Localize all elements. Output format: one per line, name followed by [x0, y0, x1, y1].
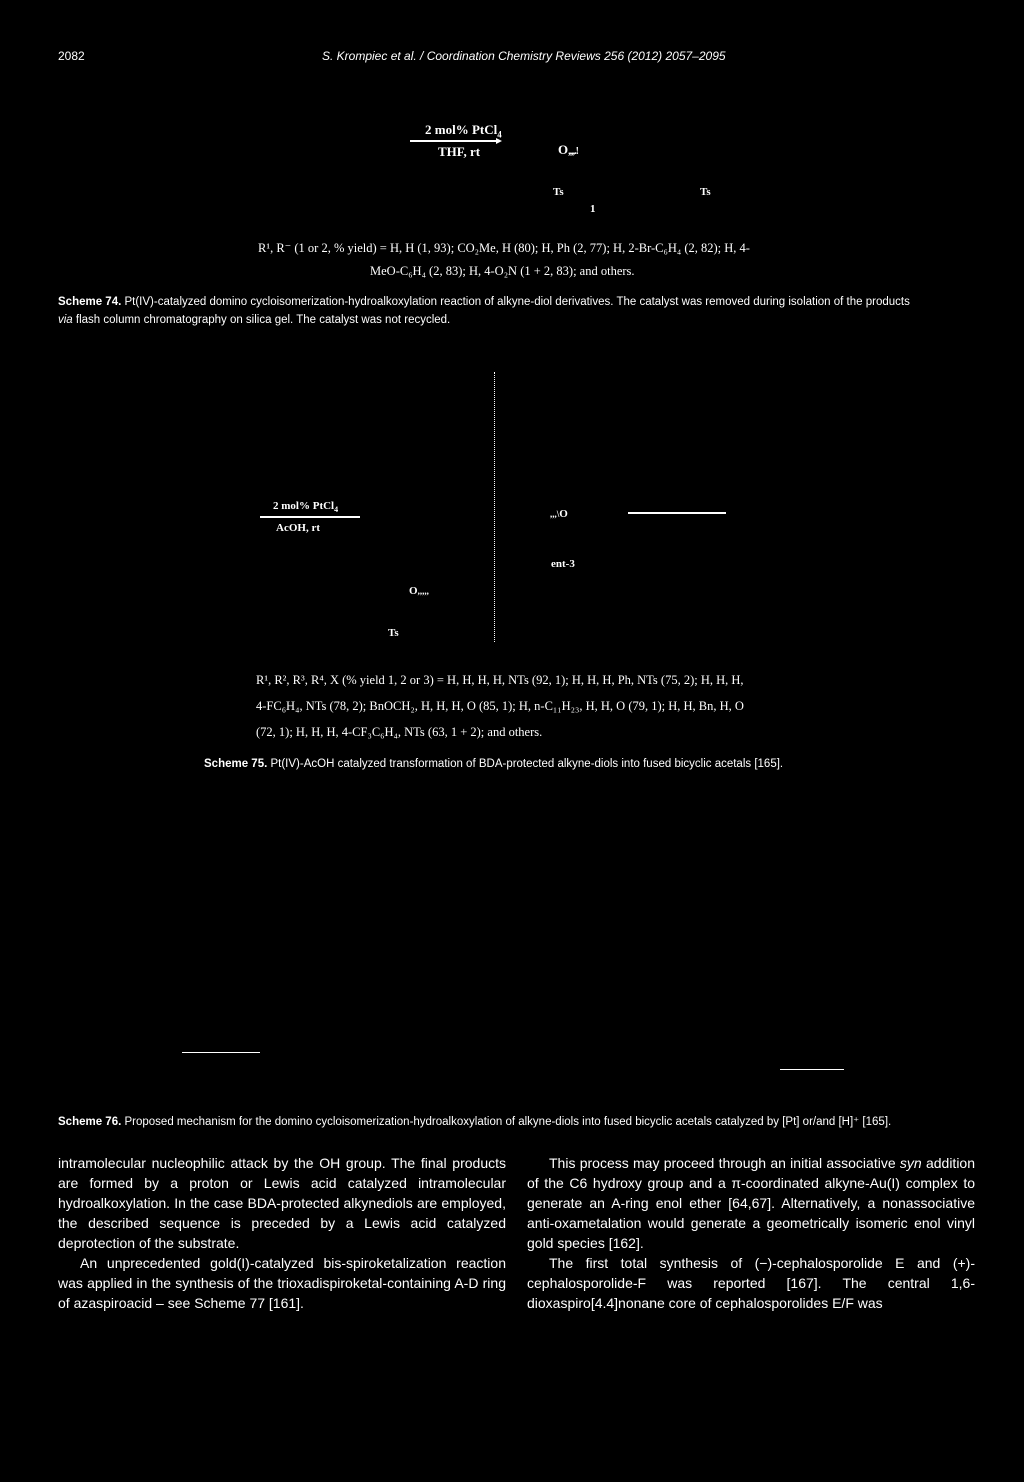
scheme75-hash-bond-right-icon: ,,,\: [550, 509, 560, 519]
scheme75-substituents-line3: (72, 1); H, H, H, 4-CF₃C₆H₄, NTs (63, 1 + 2); and others.: [256, 725, 543, 739]
scheme74-compound-label: 1: [590, 203, 596, 215]
scheme74-reagent-top-text: 2 mol% PtCl: [425, 122, 498, 137]
scheme74-caption-via: via: [58, 314, 73, 326]
body-right-paragraph-1: [527, 1153, 975, 1253]
scheme74-reagent-top: [425, 122, 502, 140]
scheme74-o-atom: O: [558, 142, 569, 157]
page-number: 2082: [58, 49, 85, 63]
scheme75-caption-text: Pt(IV)-AcOH catalyzed transformation of BDA-protected alkyne-diols into fused bicyclic acetals [165].: [267, 758, 784, 770]
scheme74-substituents-line1: R¹, R⁻ (1 or 2, % yield) = H, H (1, 93); CO₂Me, H (80); H, Ph (2, 77); H, 2-Br-C₆H₄ (2, 82); H, 4-: [258, 241, 750, 255]
scheme75-fragment-o-right: [550, 508, 568, 520]
scheme74-caption-text1: Pt(IV)-catalyzed domino cycloisomerization-hydroalkoxylation reaction of alkyne-diol derivatives. The catalyst was removed during isolation of the products: [121, 296, 910, 308]
scheme75-caption: [204, 755, 783, 773]
body-left-paragraph-2: An unprecedented gold(I)-catalyzed bis-spiroketalization reaction was applied in the synthesis of the trioxadispiroketal-containing A-D ring of azaspiroacid – see Scheme 77 [161].: [58, 1255, 506, 1311]
scheme74-reagent-bottom: THF, rt: [438, 144, 481, 159]
scheme74-substituents-line2: MeO-C₆H₄ (2, 83); H, 4-O₂N (1 + 2, 83); and others.: [370, 264, 635, 278]
scheme76-bond-line-left: [182, 1052, 260, 1053]
body-right-p1-a: This process may proceed through an initial associative: [549, 1155, 900, 1171]
scheme75-right-bond-line: [628, 512, 726, 514]
scheme75-substituents-line2: 4-FC₆H₄, NTs (78, 2); BnOCH₂, H, H, H, O (85, 1); H, n-C₁₁H₂₃, H, H, O (79, 1); H, H, Bn, H, O: [256, 699, 744, 713]
scheme76-bond-line-right: [780, 1069, 844, 1070]
scheme74-reagent-top-sub: 4: [497, 129, 502, 140]
scheme75-reagent-top: [273, 500, 338, 514]
body-right-column: [527, 1153, 975, 1313]
scheme74-caption: [58, 293, 988, 329]
scheme75-substituents-line1: R¹, R², R³, R⁴, X (% yield 1, 2 or 3) = H, H, H, H, NTs (92, 1); H, H, H, Ph, NTs (75, 2); H, H, H,: [256, 673, 744, 687]
body-right-p1-syn: syn: [899, 1155, 922, 1171]
scheme75-reagent-top-text: 2 mol% PtCl: [273, 500, 335, 512]
scheme75-caption-label: Scheme 75.: [204, 758, 268, 770]
scheme74-arrowhead-icon: [496, 138, 502, 144]
scheme75-hash-bond-left-icon: ,,,,,: [417, 586, 429, 596]
scheme74-fragment-o: [558, 142, 578, 158]
body-right-paragraph-2: The first total synthesis of (−)-cephalosporolide E and (+)-cephalosporolide-F was reported [167]. The central 1,6-dioxaspiro[4.4]nonane core of cephalosporolides E/F was: [527, 1255, 975, 1311]
scheme75-reaction-arrow: [260, 516, 360, 518]
scheme76-caption-text: Proposed mechanism for the domino cycloisomerization-hydroalkoxylation of alkyne-diols into fused bicyclic acetals catalyzed by [Pt] or/and [H]⁺ [165].: [121, 1116, 892, 1128]
scheme75-o-atom-left: O: [409, 585, 418, 597]
scheme75-o-atom-right: O: [559, 508, 568, 520]
scheme75-dashed-divider: [494, 372, 495, 642]
body-left-column: [58, 1153, 506, 1313]
scheme74-hash-bond-icon: ,,,,.!: [568, 146, 578, 157]
scheme75-fragment-o-left: [409, 585, 429, 597]
body-left-paragraph-1: intramolecular nucleophilic attack by the OH group. The final products are formed by a proton or Lewis acid catalyzed intramolecular hydroalkoxylation. In the case BDA-protected alkynediols are employed, the described sequence is preceded by a Lewis acid catalyzed deprotection of the substrate.: [58, 1155, 506, 1251]
running-head: S. Krompiec et al. / Coordination Chemistry Reviews 256 (2012) 2057–2095: [322, 49, 726, 63]
scheme75-ent-label: ent-3: [551, 558, 575, 570]
scheme74-ts-left: Ts: [553, 186, 564, 198]
scheme74-caption-label: Scheme 74.: [58, 296, 122, 308]
scheme76-caption: [58, 1113, 891, 1131]
scheme76-caption-label: Scheme 76.: [58, 1116, 122, 1128]
scheme75-reagent-top-sub: 4: [334, 505, 339, 515]
scheme75-ts-label: Ts: [388, 627, 399, 639]
scheme74-reaction-arrow: [410, 140, 498, 142]
scheme74-caption-text2: flash column chromatography on silica gel. The catalyst was not recycled.: [72, 314, 451, 326]
body-right-p1-b: addition of the C6 hydroxy group and a π-coordinated alkyne-Au(I) complex to generate an A-ring enol ether [64,67]. Alternatively, a nonassociative anti-oxametalation would generate a geometrically isomeric enol vinyl gold species [162].: [527, 1155, 975, 1251]
scheme75-reagent-bottom: AcOH, rt: [276, 522, 320, 534]
scheme74-ts-right: Ts: [700, 186, 711, 198]
